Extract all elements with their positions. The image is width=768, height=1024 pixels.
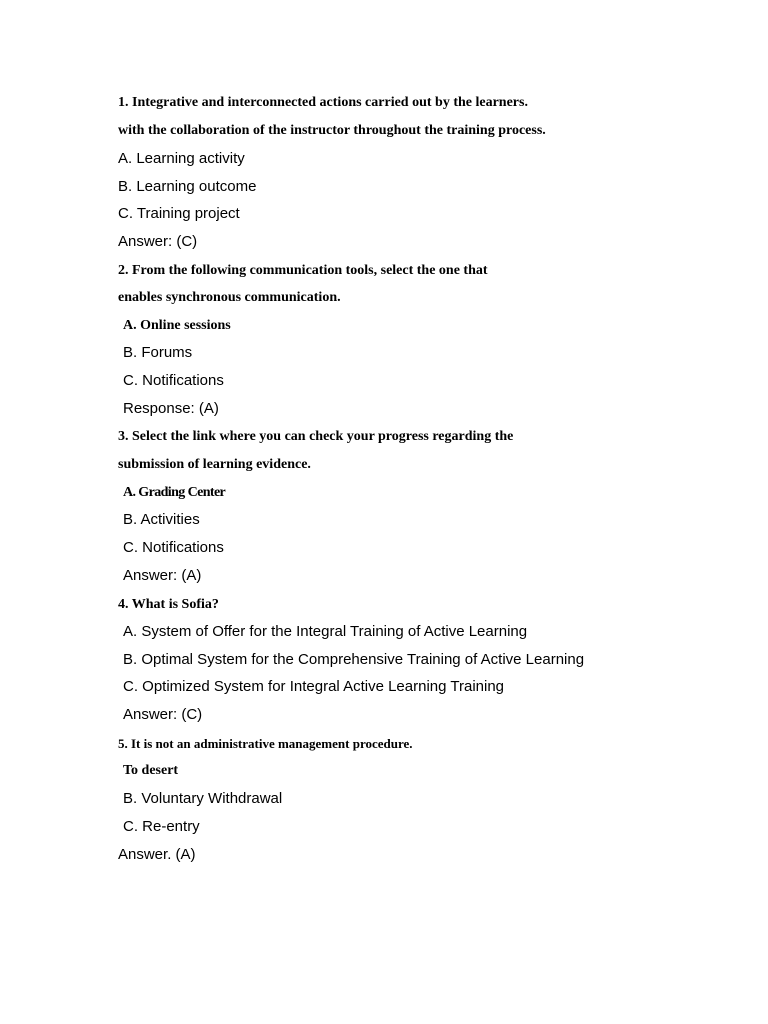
question-1-option-c: C. Training project xyxy=(118,205,240,222)
question-3-option-c: C. Notifications xyxy=(123,539,224,556)
question-4-answer: Answer: (C) xyxy=(123,706,203,723)
question-5-option-a: To desert xyxy=(123,763,179,778)
question-3-prompt-line-2: submission of learning evidence. xyxy=(118,457,311,472)
question-3-answer: Answer: (A) xyxy=(123,567,202,584)
question-2-prompt-line-1: 2. From the following communication tools, select the one that xyxy=(118,263,488,278)
question-3-option-b: B. Activities xyxy=(123,511,200,528)
question-3-prompt-line-1: 3. Select the link where you can check your progress regarding the xyxy=(118,429,514,444)
question-4-option-a: A. System of Offer for the Integral Training of Active Learning xyxy=(123,623,528,640)
question-1-option-b: B. Learning outcome xyxy=(118,178,257,195)
question-3-option-a: A. Grading Center xyxy=(123,485,226,500)
question-2-option-c: C. Notifications xyxy=(123,372,224,389)
question-2-answer: Response: (A) xyxy=(123,400,219,417)
question-5-option-b: B. Voluntary Withdrawal xyxy=(123,790,283,807)
question-1-prompt-line-1: 1. Integrative and interconnected actions carried out by the learners. xyxy=(118,95,528,110)
question-1-option-a: A. Learning activity xyxy=(118,150,245,167)
question-1-answer: Answer: (C) xyxy=(118,233,198,250)
question-2-option-b: B. Forums xyxy=(123,344,193,361)
question-2-prompt-line-2: enables synchronous communication. xyxy=(118,290,341,305)
question-4-prompt-line-1: 4. What is Sofia? xyxy=(118,597,219,612)
question-2-option-a: A. Online sessions xyxy=(123,318,231,333)
question-5-answer: Answer. (A) xyxy=(118,846,196,863)
question-4-option-c: C. Optimized System for Integral Active Learning Training xyxy=(123,678,505,695)
question-4-option-b: B. Optimal System for the Comprehensive Training of Active Learning xyxy=(123,651,585,668)
question-5-option-c: C. Re-entry xyxy=(123,818,200,835)
question-1-prompt-line-2: with the collaboration of the instructor throughout the training process. xyxy=(118,123,546,138)
question-5-prompt-line-1: 5. It is not an administrative management procedure. xyxy=(118,736,413,751)
